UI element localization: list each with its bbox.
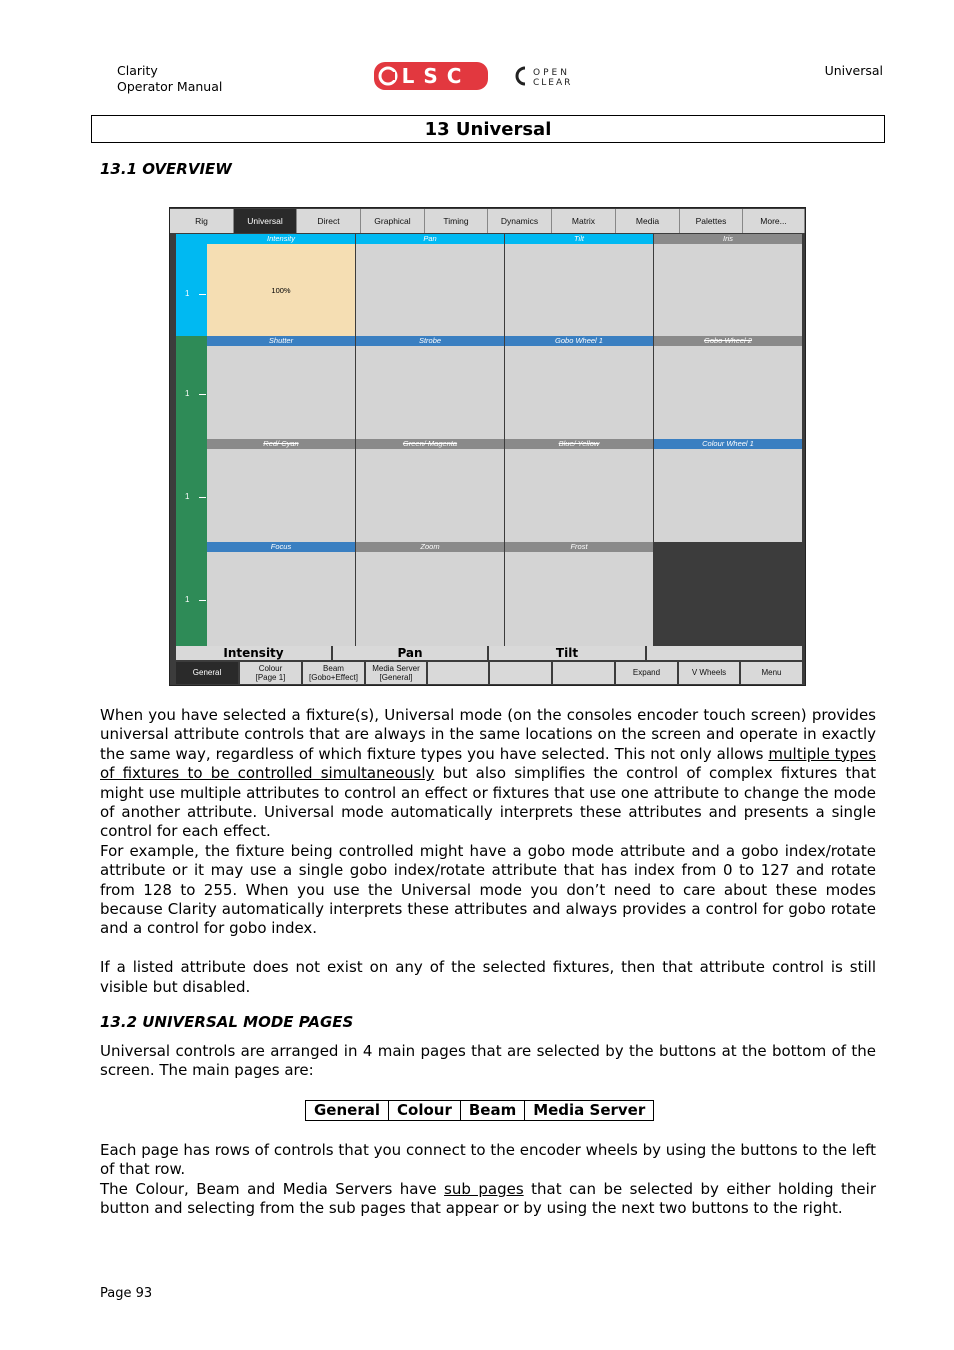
v-wheels-button[interactable]: V Wheels [679,662,739,684]
header-product: Clarity [117,63,158,78]
header-manual: Operator Manual [117,79,223,94]
empty-slot [654,542,802,646]
paragraph: For example, the fixture being controlled might have a gobo mode attribute and a gobo index/rotate attribute or it may use a single gobo index/rotate attribute that has index from 0 to 127 and rotate from 128 to 255. When you use the Universal mode you don’t need to care about these modes because Clarity automatically interprets these attributes and always provides a control for gobo rotate and a control for gobo index. [100,841,876,938]
shutter-control[interactable] [207,336,355,439]
universal-screen-figure [169,207,806,686]
blue-yellow-control[interactable] [505,439,653,542]
tab-universal[interactable]: Universal [234,209,297,233]
attribute-label: Shutter [207,336,355,346]
row-tick [199,394,206,395]
attribute-label: Pan [356,234,504,244]
attribute-label: Gobo Wheel 2 [654,336,802,346]
mode-tab-bar [170,208,806,234]
row-tick [199,294,206,295]
focus-control[interactable] [207,542,355,646]
attribute-label: Zoom [356,542,504,552]
page-number: Page 93 [100,1286,153,1301]
row-tick [199,600,206,601]
wheel-label-intensity: Intensity [176,646,331,660]
paragraph: Each page has rows of controls that you connect to the encoder wheels by using the buttons to the left of that row. [100,1141,876,1179]
tab-timing[interactable]: Timing [425,209,488,233]
header-left [117,63,222,95]
wheel-label-tilt: Tilt [489,646,645,660]
tilt-control[interactable] [505,234,653,336]
beam-page-button[interactable] [303,662,364,684]
row-select-strip-green[interactable] [176,336,207,646]
red-cyan-control[interactable] [207,439,355,542]
tab-rig[interactable]: Rig [170,209,234,233]
wheel-label-empty [647,646,802,660]
lsc-logo [374,62,488,90]
tab-more[interactable]: More... [743,209,805,233]
main-pages-table [305,1100,654,1121]
media-server-page-button[interactable] [366,662,426,684]
section-heading-overview: 13.1 OVERVIEW [100,160,232,178]
tab-direct[interactable]: Direct [297,209,361,233]
attribute-label: Intensity [207,234,355,244]
attribute-label: Frost [505,542,653,552]
blank-button[interactable] [490,662,551,684]
attribute-label: Gobo Wheel 1 [505,336,653,346]
chapter-title: 13 Universal [91,115,885,143]
button-sublabel: [General] [379,673,413,682]
page-cell-general: General [306,1101,389,1121]
link-multiple-fixtures[interactable]: multiple types of fixtures to be controlled simultaneously [100,744,877,783]
zoom-control[interactable] [356,542,504,646]
tab-matrix[interactable]: Matrix [552,209,616,233]
paragraph: Universal controls are arranged in 4 main pages that are selected by the buttons at the bottom of the screen. The main pages are: [100,1042,876,1080]
button-label: Colour [258,664,283,673]
attribute-label: Colour Wheel 1 [654,439,802,449]
text-run: When you have selected a fixture(s), Universal mode (on the consoles encoder touch screen) provides universal attribute controls that are always in the same locations on the screen and operate in exactly the same way, regardless of which fixture types you have selected. This not only allows [100,706,876,763]
row-number: 1 [185,289,190,298]
intensity-control[interactable] [207,234,355,336]
attribute-label: Iris [654,234,802,244]
link-sub-pages[interactable]: sub pages [444,1179,524,1198]
row-select-button-1[interactable] [176,234,207,336]
overview-text [100,706,876,997]
tab-palettes[interactable]: Palettes [680,209,743,233]
tab-media[interactable]: Media [616,209,680,233]
attribute-label: Blue/ Yellow [505,439,653,449]
tab-graphical[interactable]: Graphical [361,209,425,233]
blank-button[interactable] [553,662,614,684]
row-number: 1 [185,492,190,501]
svg-text:CLEAR: CLEAR [533,78,573,88]
svg-text:OPEN: OPEN [533,68,570,78]
header-section: Universal [824,63,883,78]
wheel-label-pan: Pan [333,646,487,660]
menu-button[interactable]: Menu [741,662,802,684]
paragraph [100,1180,876,1219]
button-label: Media Server [372,664,420,673]
paragraph: If a listed attribute does not exist on any of the selected fixtures, then that attribute control is still visible but disabled. [100,958,876,996]
attribute-label: Red/ Cyan [207,439,355,449]
button-sublabel: [Page 1] [255,673,286,682]
intensity-value: 100% [271,286,291,295]
page-cell-colour: Colour [389,1101,461,1121]
colour-page-button[interactable] [240,662,301,684]
paragraph [100,706,876,842]
page-cell-beam: Beam [460,1101,524,1121]
colour-wheel-1-control[interactable] [654,439,802,542]
strobe-control[interactable] [356,336,504,439]
attribute-label: Focus [207,542,355,552]
page-button-bar [176,662,802,684]
iris-control[interactable] [654,234,802,336]
pages-text [100,1141,876,1219]
section-heading-mode-pages: 13.2 UNIVERSAL MODE PAGES [100,1013,354,1031]
button-label: Beam [323,664,344,673]
text-run: The Colour, Beam and Media Servers have [100,1179,445,1198]
row-number: 1 [185,389,190,398]
pan-control[interactable] [356,234,504,336]
text-run: that can be selected by either holding their button and selecting from the sub pages that appear or by using the next two buttons to the right. [100,1179,876,1218]
row-tick [199,497,206,498]
row-number: 1 [185,595,190,604]
green-magenta-control[interactable] [356,439,504,542]
tab-dynamics[interactable]: Dynamics [488,209,552,233]
blank-button[interactable] [428,662,488,684]
button-sublabel: [Gobo+Effect] [309,673,358,682]
general-page-button[interactable]: General [176,662,238,684]
attribute-label: Strobe [356,336,504,346]
attribute-label: Green/ Magenta [356,439,504,449]
frost-control[interactable] [505,542,653,646]
page-cell-media-server: Media Server [525,1101,654,1121]
lsc-logo-text: LSC [401,64,471,88]
expand-button[interactable]: Expand [616,662,677,684]
text-run: but also simplifies the control of complex fixtures that might use multiple attributes to control an effect or fixtures that use one attribute to change the mode of another attribute. Universal mode automatically interprets these attributes and presents a single control for each effect. [100,764,877,841]
openclear-logo [511,64,607,88]
attribute-label: Tilt [505,234,653,244]
encoder-wheel-labels [176,646,802,660]
gobo-wheel-1-control[interactable] [505,336,653,439]
gobo-wheel-2-control[interactable] [654,336,802,439]
